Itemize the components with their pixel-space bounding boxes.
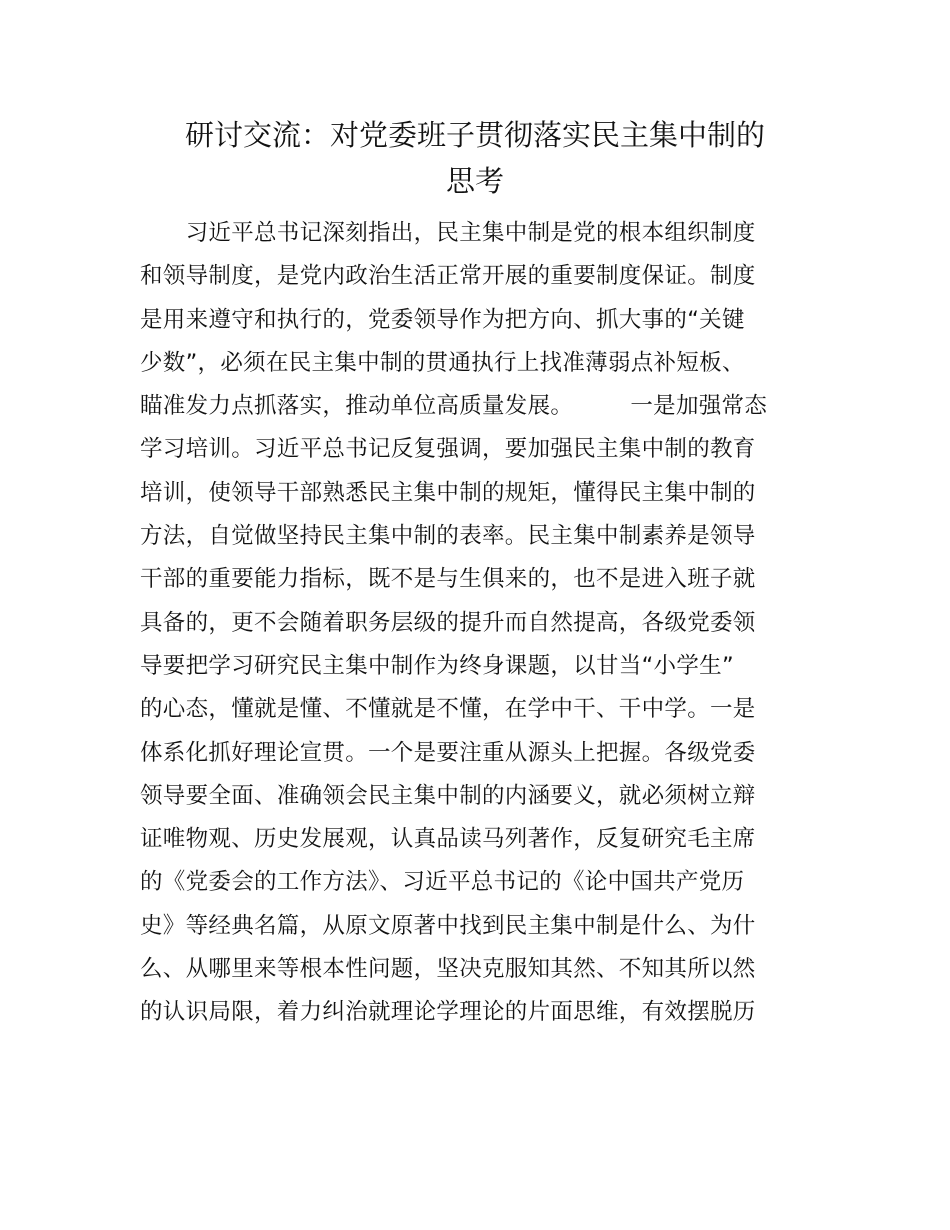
body-line-3: 是用来遵守和执行的，党委领导作为把方向、抓大事的“关键 xyxy=(140,306,745,333)
body-line-4: 少数”，必须在民主集中制的贯通执行上找准薄弱点补短板、 xyxy=(140,349,745,376)
body-line-1: 习近平总书记深刻指出，民主集中制是党的根本组织制度 xyxy=(140,220,756,246)
body-line-12: 的心态，懂就是懂、不懂就是不懂，在学中干、干中学。一是 xyxy=(140,696,756,723)
title-line-2: 思考 xyxy=(445,164,504,198)
body-line-9: 干部的重要能力指标，既不是与生俱来的，也不是进入班子就 xyxy=(140,566,756,593)
body-line-6: 学习培训。习近平总书记反复强调，要加强民主集中制的教育 xyxy=(140,436,756,463)
body-line-14: 领导要全面、准确领会民主集中制的内涵要义，就必须树立辩 xyxy=(140,782,756,809)
document-title xyxy=(140,112,810,204)
body-line-16: 的《党委会的工作方法》、习近平总书记的《论中国共产党历 xyxy=(140,869,745,896)
body-line-5: 瞄准发力点抓落实，推动单位高质量发展。 一是加强常态 xyxy=(140,393,768,420)
title-line-1: 研讨交流：对党委班子贯彻落实民主集中制的 xyxy=(184,118,765,152)
document-body xyxy=(140,212,820,1035)
body-line-13: 体系化抓好理论宣贯。一个是要注重从源头上把握。各级党委 xyxy=(140,739,756,766)
body-line-10: 具备的，更不会随着职务层级的提升而自然提高，各级党委领 xyxy=(140,609,756,636)
body-line-7: 培训，使领导干部熟悉民主集中制的规矩，懂得民主集中制的 xyxy=(140,479,756,506)
body-line-17: 史》等经典名篇，从原文原著中找到民主集中制是什么、为什 xyxy=(140,912,756,939)
body-line-18: 么、从哪里来等根本性问题，坚决克服知其然、不知其所以然 xyxy=(140,956,756,983)
body-line-2: 和领导制度，是党内政治生活正常开展的重要制度保证。制度 xyxy=(140,263,756,290)
body-line-19: 的认识局限，着力纠治就理论学理论的片面思维，有效摆脱历 xyxy=(140,999,756,1026)
body-line-11: 导要把学习研究民主集中制作为终身课题，以甘当“小学生” xyxy=(140,652,734,679)
body-line-8: 方法，自觉做坚持民主集中制的表率。民主集中制素养是领导 xyxy=(140,523,756,550)
body-line-15: 证唯物观、历史发展观，认真品读马列著作，反复研究毛主席 xyxy=(140,826,756,853)
